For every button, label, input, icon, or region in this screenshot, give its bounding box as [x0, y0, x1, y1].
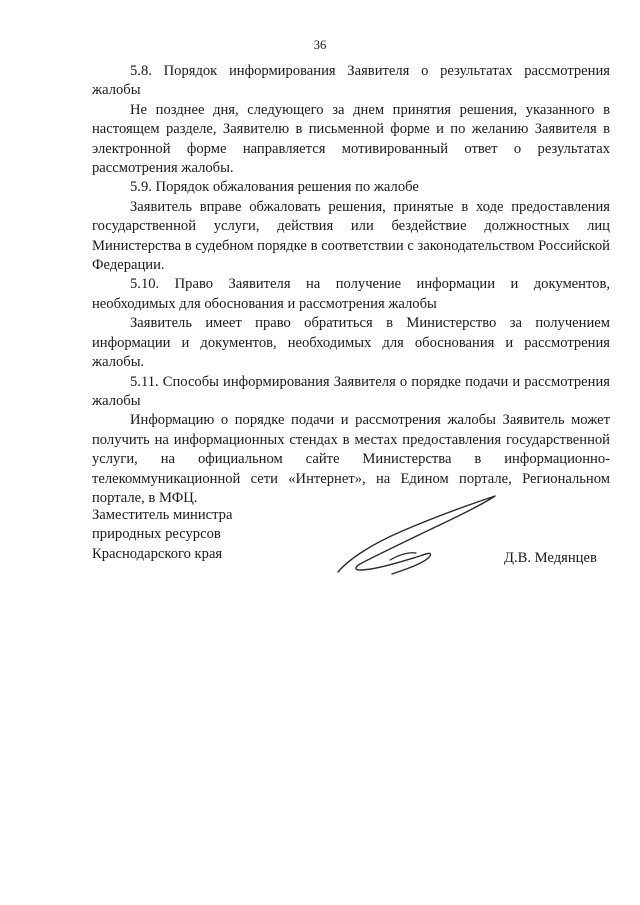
section-body-5-11: Информацию о порядке подачи и рассмотрения жалобы Заявитель может получить на информационных стендах в местах предоставления государственной услуги, на официальном сайте Министерства в информационно-телекоммуникационной сети «Интернет», на Едином портале, Региональном портале, в МФЦ. [92, 412, 610, 506]
page-number: 36 [313, 38, 327, 52]
section-body-5-9: Заявитель вправе обжаловать решения, принятые в ходе предоставления государственной услуги, действия или бездействие должностных лиц Министерства в судебном порядке в соответствии с законодательством Российской Федерации. [92, 198, 610, 274]
section-heading-5-8: 5.8. Порядок информирования Заявителя о результатах рассмотрения жалобы [92, 63, 610, 99]
section-body-5-8: Не позднее дня, следующего за днем принятия решения, указанного в настоящем разделе, Заявителю в письменной форме и по желанию Заявителя в электронной форме направляется мотивированный ответ о результатах рассмотрения жалобы. [92, 101, 610, 177]
handwritten-signature [330, 490, 505, 585]
section-heading-5-9: 5.9. Порядок обжалования решения по жалобе [130, 179, 419, 196]
signatory-title-line: Краснодарского края [92, 545, 223, 562]
document-body [92, 62, 610, 508]
signatory-title-line: природных ресурсов [92, 526, 221, 543]
signatory-title [92, 506, 292, 564]
signatory-name: Д.В. Медянцев [504, 550, 597, 566]
section-heading-5-11: 5.11. Способы информирования Заявителя о порядке подачи и рассмотрения жалобы [92, 373, 610, 409]
signatory-title-line: Заместитель министра [92, 507, 233, 523]
section-body-5-10: Заявитель имеет право обратиться в Министерство за получением информации и документов, необходимых для обоснования и рассмотрения жалобы. [92, 315, 610, 371]
section-heading-5-10: 5.10. Право Заявителя на получение информации и документов, необходимых для обоснования и рассмотрения жалобы [92, 276, 610, 312]
